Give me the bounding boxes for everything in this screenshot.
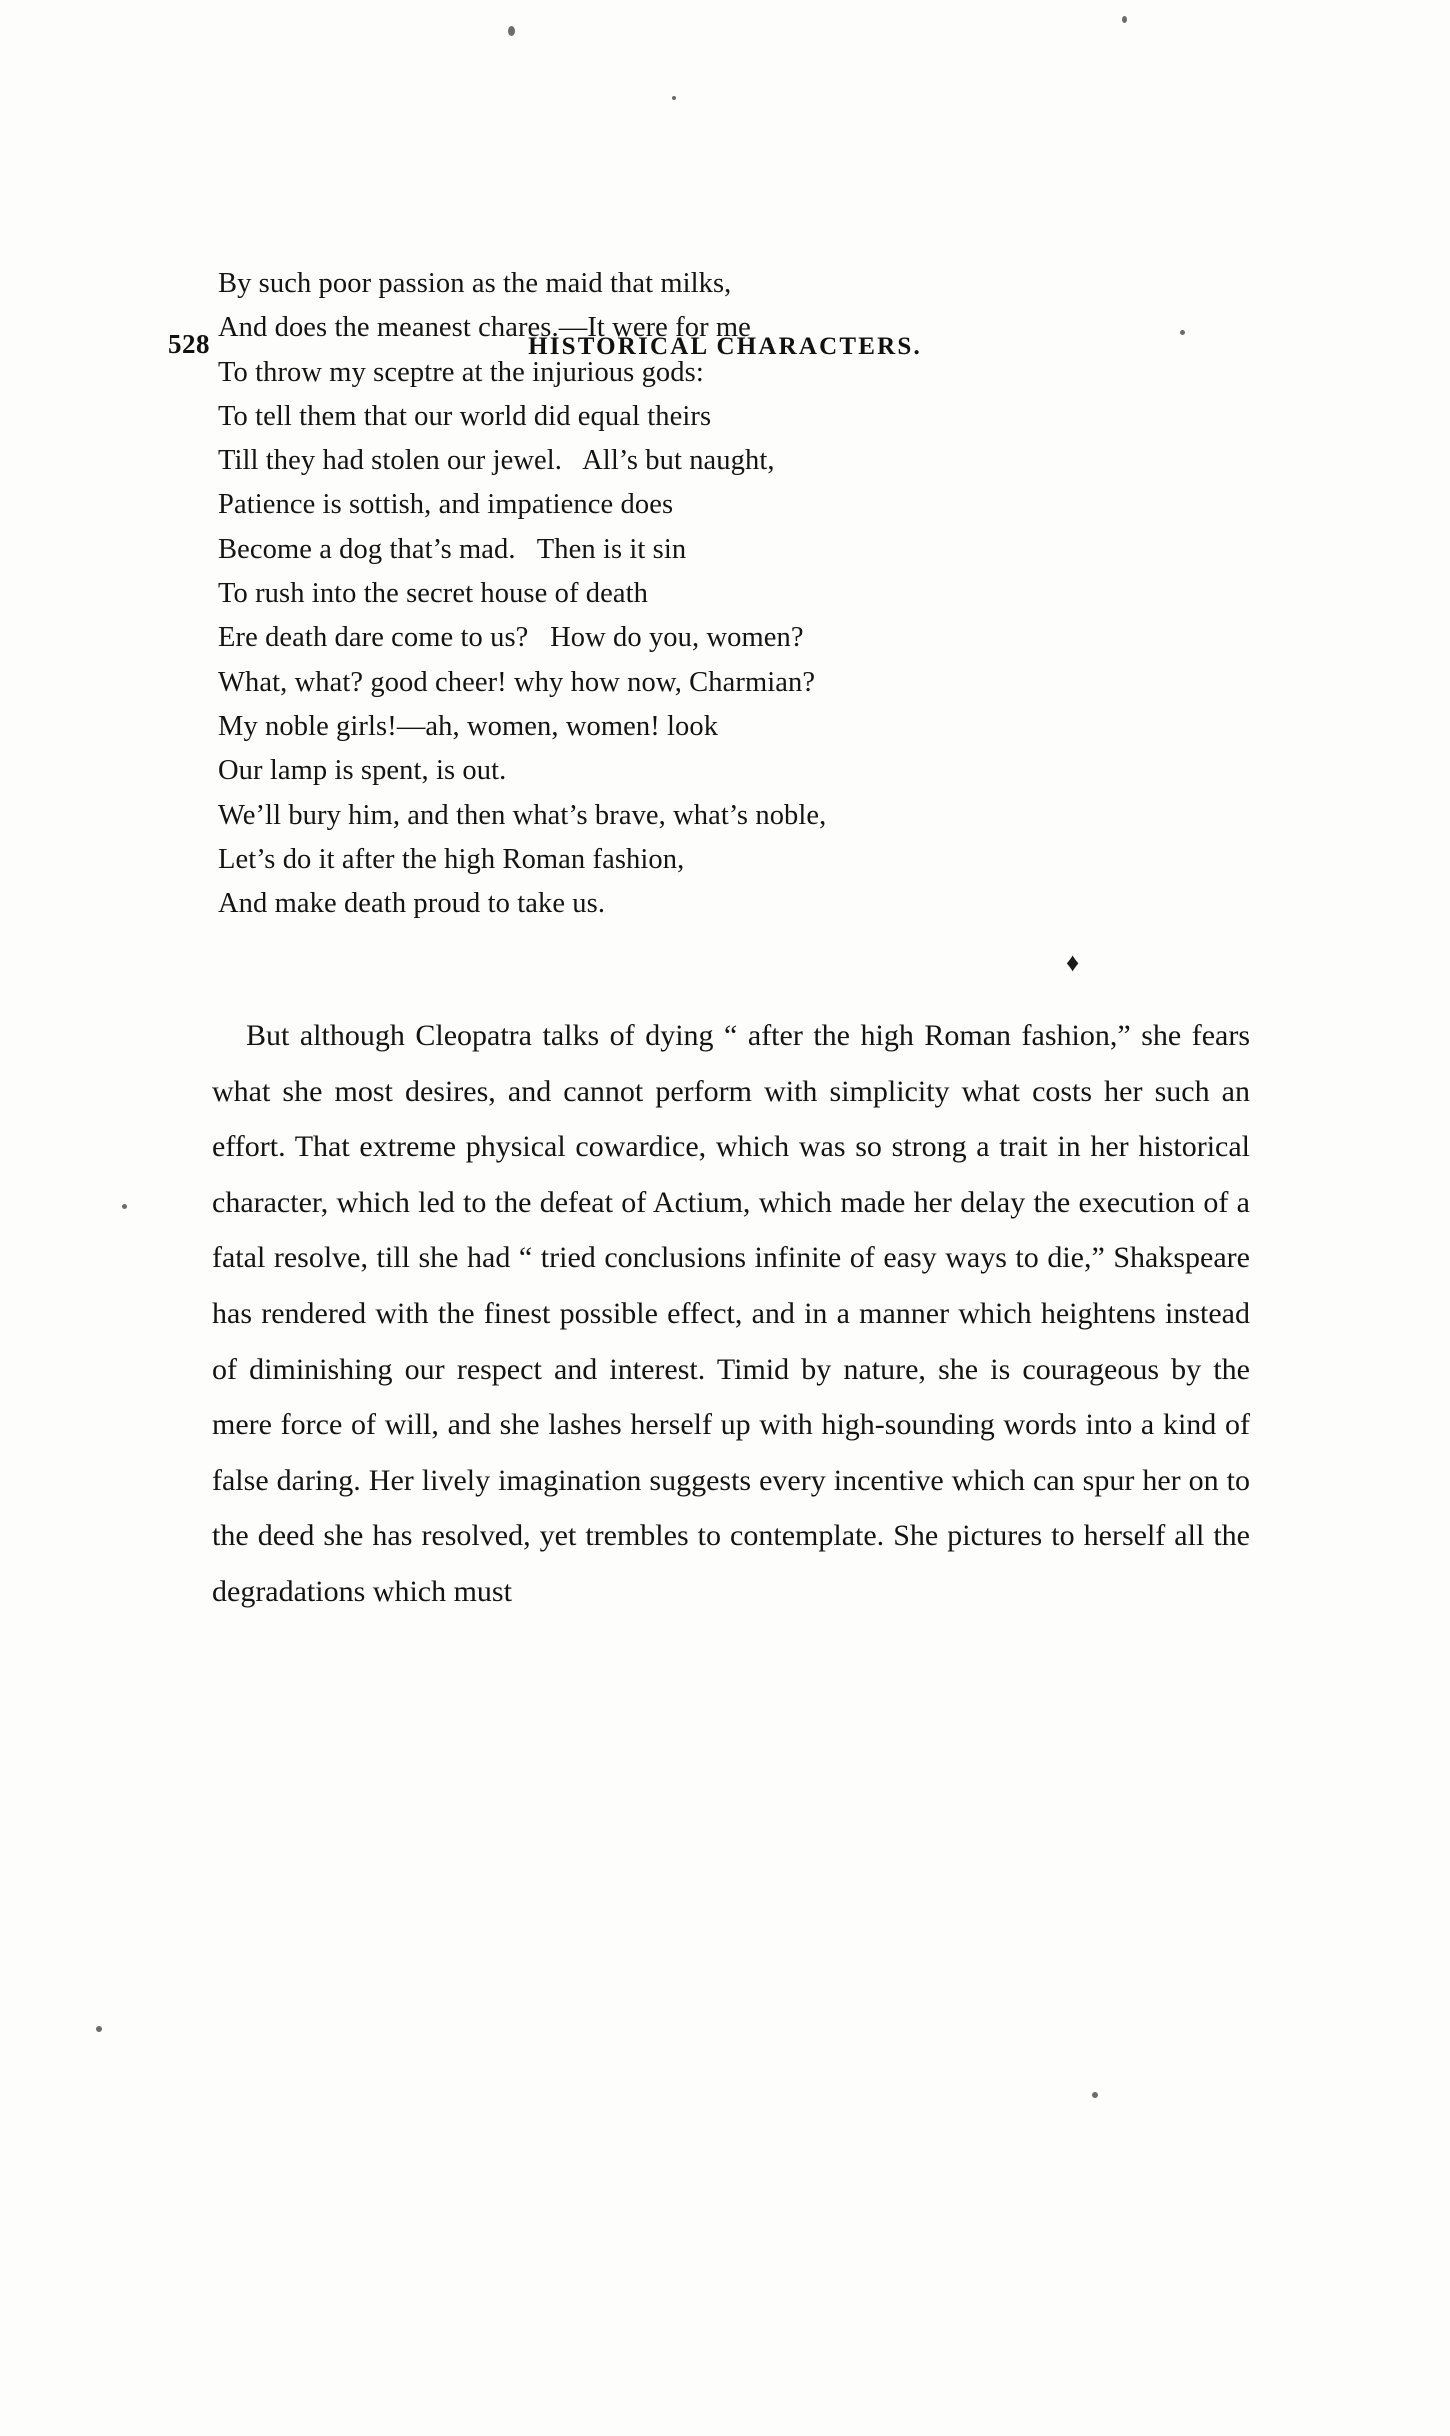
verse-line: Ere death dare come to us? How do you, women? bbox=[218, 622, 804, 654]
scan-speck bbox=[96, 2026, 102, 2032]
page-number: 528 bbox=[168, 329, 210, 359]
verse-line: My noble girls!—ah, women, women! look bbox=[218, 710, 719, 742]
verse-line: We’ll bury him, and then what’s brave, what’s noble, bbox=[218, 799, 827, 831]
paragraph: But although Cleopatra talks of dying “ after the high Roman fashion,” she fears what she most desires, and cannot perform with simplicity what costs her such an effort. That extreme physical cowardice, which was so strong a trait in her historical character, which led to the defeat of Actium, which made her delay the execution of a fatal resolve, till she had “ tried conclusions infinite of easy ways to die,” Shakspeare has rendered with the finest possible effect, and in a manner which heightens instead of diminishing our respect and interest. Timid by nature, she is courageous by the mere force of will, and she lashes herself up with high-sounding words into a kind of false daring. Her lively imagination suggests every incentive which can spur her on to the deed she has resolved, yet trembles to contemplate. She pictures to herself all the degradations which must bbox=[212, 1019, 1250, 1608]
scan-speck bbox=[122, 1204, 127, 1209]
verse-line: Let’s do it after the high Roman fashion, bbox=[218, 843, 685, 875]
scan-speck bbox=[672, 96, 676, 100]
verse-line: And does the meanest chares.—It were for me bbox=[218, 312, 751, 344]
scan-speck bbox=[1122, 16, 1127, 23]
verse-line: Patience is sottish, and impatience does bbox=[218, 489, 674, 521]
scan-speck bbox=[508, 26, 515, 36]
verse-line: And make death proud to take us. bbox=[218, 888, 606, 920]
prose-block bbox=[212, 1008, 1250, 1620]
verse-line: Become a dog that’s mad. Then is it sin bbox=[218, 533, 687, 565]
running-head: HISTORICAL CHARACTERS. bbox=[528, 333, 922, 360]
verse-line: To throw my sceptre at the injurious gods: bbox=[218, 356, 704, 388]
verse-line: By such poor passion as the maid that milks, bbox=[218, 268, 732, 299]
scan-speck bbox=[1092, 2092, 1098, 2098]
verse-line: Our lamp is spent, is out. bbox=[218, 755, 507, 787]
verse-line: To rush into the secret house of death bbox=[218, 578, 648, 610]
verse-line: What, what? good cheer! why how now, Charmian? bbox=[218, 666, 816, 698]
verse-block bbox=[218, 262, 1238, 926]
verse-line: Till they had stolen our jewel. All’s but naught, bbox=[218, 445, 775, 477]
verse-line: To tell them that our world did equal theirs bbox=[218, 400, 712, 432]
verse-end-mark: ♦ bbox=[1066, 948, 1080, 977]
